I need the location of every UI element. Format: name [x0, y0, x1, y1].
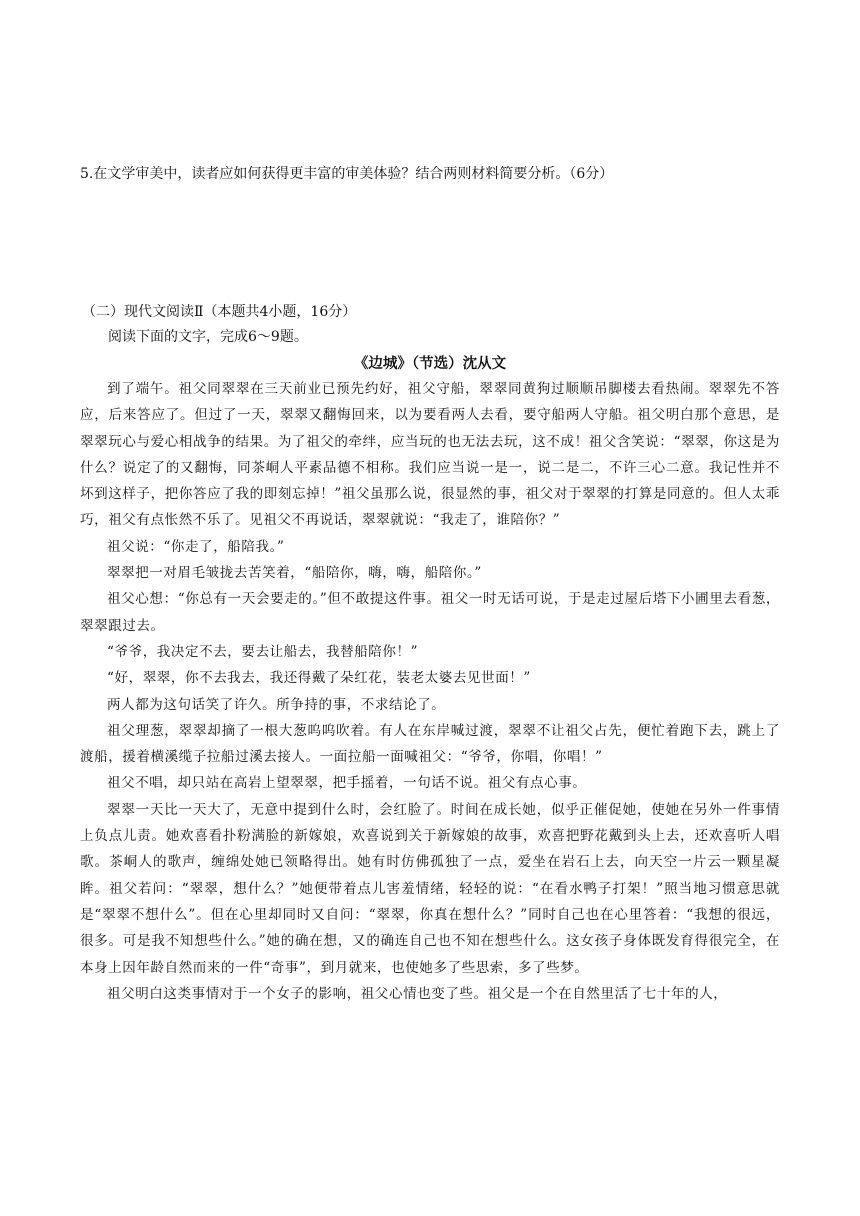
passage-paragraph: “好，翠翠，你不去我去，我还得戴了朵红花，装老太婆去见世面！” [107, 670, 531, 687]
passage-paragraph: 到了端午。祖父同翠翠在三天前业已预先约好，祖父守船，翠翠同黄狗过顺顺吊脚楼去看热闹。翠翠先不答应，后来答应了。但过了一天，翠翠又翻悔回来，以为要看两人去看，要守船两人守船。祖父明白那个意思，是翠翠玩心与爱心相战争的结果。为了祖父的牵绊，应当玩的也无法去玩，这不成！祖父含笑说：“翠翠，你这是为什么？说定了的又翻悔，同茶峒人平素品德不相称。我们应当说一是一，说二是二，不许三心二意。我记性并不坏到这样子，把你答应了我的即刻忘掉！”祖父虽那么说，很显然的事，祖父对于翠翠的打算是同意的。但人太乖巧，祖父有点怅然不乐了。见祖父不再说话，翠翠就说：“我走了，谁陪你？” [80, 381, 780, 529]
question-5: 5.在文学审美中，读者应如何获得更丰富的审美体验？结合两则材料简要分析。（6分） [80, 166, 614, 182]
passage-paragraph: 祖父说：“你走了，船陪我。” [107, 538, 285, 555]
passage-paragraph: “爷爷，我决定不去，要去让船去，我替船陪你！” [107, 643, 419, 660]
passage-title: 《边城》（节选）沈从文 [353, 355, 507, 372]
passage-paragraph: 翠翠一天比一天大了，无意中提到什么时，会红脸了。时间在成长她，似乎正催促她，使她在另外一件事情上负点儿责。她欢喜看扑粉满脸的新嫁娘，欢喜说到关于新嫁娘的故事，欢喜把野花戴到头上去，还欢喜听人唱歌。茶峒人的歌声，缠绵处她已领略得出。她有时仿佛孤独了一点，爱坐在岩石上去，向天空一片云一颗星凝眸。祖父若问：“翠翠，想什么？”她便带着点儿害羞情绪，轻轻的说：“在看水鸭子打架！”照当地习惯意思就是“翠翠不想什么”。但在心里却同时又自问：“翠翠，你真在想什么？”同时自己也在心里答着：“我想的很远，很多。可是我不知想些什么。”她的确在想，又的确连自己也不知在想些什么。这女孩子身体既发育得很完全，在本身上因年龄自然而来的一件“奇事”，到月就来，也使她多了些思索，多了些梦。 [80, 801, 780, 976]
passage-paragraph: 两人都为这句话笑了许久。所争持的事，不求结论了。 [107, 696, 446, 713]
passage-paragraph: 翠翠把一对眉毛皱拢去苦笑着，“船陪你，嗨，嗨，船陪你。” [107, 565, 482, 582]
reading-instruction: 阅读下面的文字，完成6～9题。 [108, 329, 308, 345]
passage-body [80, 376, 780, 1007]
section-heading: （二）现代文阅读Ⅱ（本题共4小题，16分） [82, 304, 357, 320]
passage-paragraph: 祖父理葱，翠翠却摘了一根大葱呜呜吹着。有人在东岸喊过渡，翠翠不让祖父占先，便忙着跑下去，跳上了渡船，援着横溪缆子拉船过溪去接人。一面拉船一面喊祖父：“爷爷，你唱，你唱！” [80, 722, 780, 766]
passage-paragraph: 祖父不唱，却只站在高岩上望翠翠，把手摇着，一句话不说。祖父有点心事。 [107, 775, 587, 792]
passage-paragraph: 祖父明白这类事情对于一个女子的影响，祖父心情也变了些。祖父是一个在自然里活了七十年的人， [107, 985, 728, 1002]
passage-paragraph: 祖父心想：“你总有一天会要走的。”但不敢提这件事。祖父一时无话可说，于是走过屋后塔下小圃里去看葱，翠翠跟过去。 [80, 591, 780, 634]
